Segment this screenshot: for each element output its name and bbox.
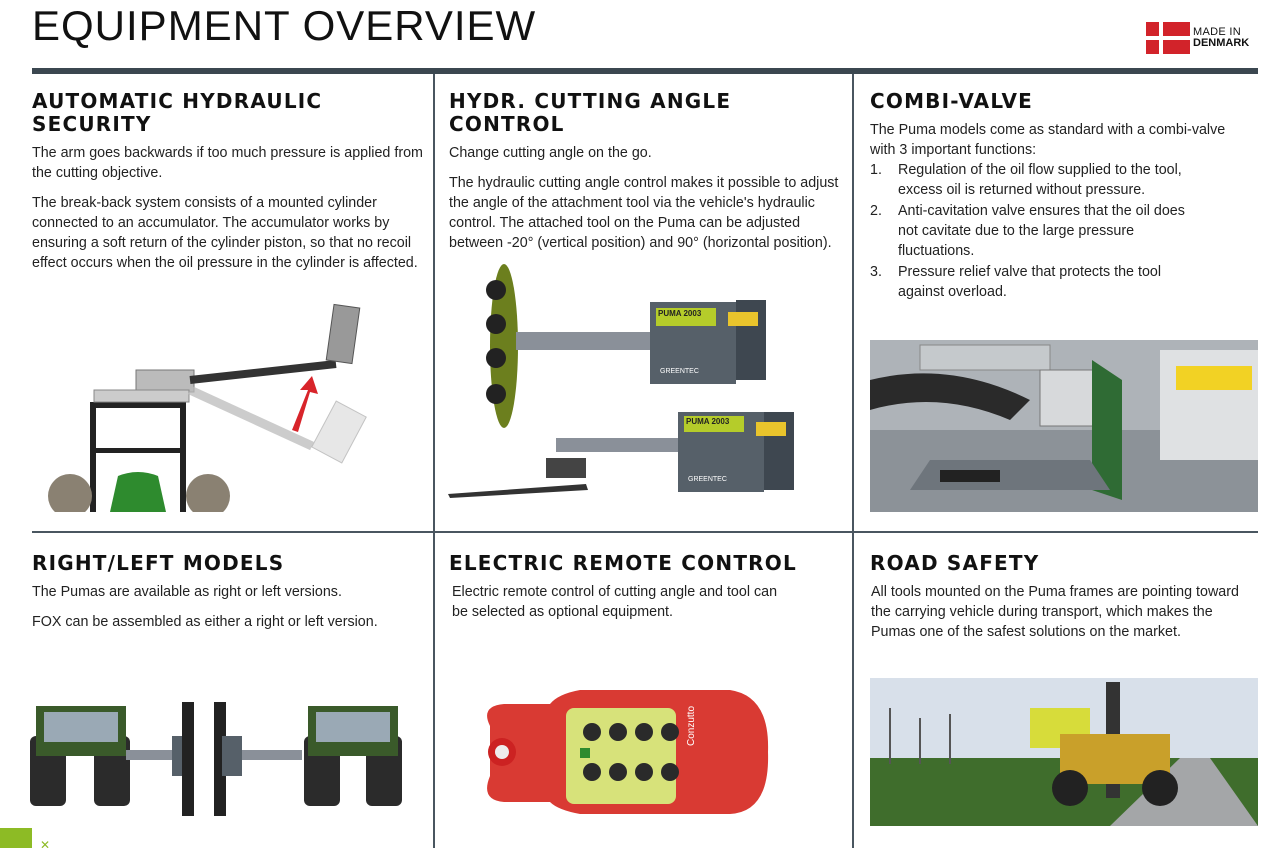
road-safety-image (870, 678, 1258, 826)
section-title: AUTOMATIC HYDRAULIC SECURITY (32, 89, 323, 136)
combi-valve-functions-list (870, 160, 1190, 302)
denmark-label: DENMARK (1193, 37, 1250, 49)
section-hydraulic-security (32, 90, 424, 273)
section-combi-valve (870, 90, 1258, 302)
puma-label-bottom: PUMA 2003 (686, 417, 730, 426)
page-title: EQUIPMENT OVERVIEW (32, 2, 537, 49)
section-remote-control (449, 552, 841, 622)
section-title: COMBI-VALVE (870, 89, 1034, 113)
row-divider (32, 531, 1258, 533)
section-text: All tools mounted on the Puma frames are pointing toward the carrying vehicle during transport, which makes the Pumas one of the safest solutions on the market. (871, 584, 1239, 640)
combi-valve-image (870, 340, 1258, 512)
section-text: The hydraulic cutting angle control makes it possible to adjust the angle of the attachment tool via the vehicle's hydraulic control. The attached tool on the Puma can be adjusted between -20° (vertical position) and 90° (horizontal position). (449, 175, 839, 251)
section-text: Electric remote control of cutting angle and tool can be selected as optional equipment. (452, 584, 778, 620)
remote-brand-label: Conzutto (686, 705, 697, 746)
brand-label-bottom: GREENTEC (688, 476, 727, 483)
made-in-label: MADE IN (1193, 26, 1241, 38)
danish-flag-icon (1146, 22, 1190, 54)
section-text: The arm goes backwards if too much pressure is applied from the cutting objective. (32, 145, 423, 181)
section-text: The Puma models come as standard with a combi-valve with 3 important functions: (870, 122, 1226, 158)
puma-label-top: PUMA 2003 (658, 309, 702, 318)
section-title: RIGHT/LEFT MODELS (32, 551, 285, 575)
header-rule (32, 68, 1258, 74)
section-title: HYDR. CUTTING ANGLE CONTROL (449, 89, 732, 136)
section-text: FOX can be assembled as either a right or left version. (32, 614, 378, 630)
right-left-models-image (16, 696, 416, 822)
page-corner-tab (0, 828, 32, 848)
column-divider (433, 74, 435, 848)
brand-label-top: GREENTEC (660, 368, 699, 375)
list-item: 1. Regulation of the oil flow supplied to the tool, excess oil is returned without pressure. (870, 162, 1182, 198)
remote-control-image (480, 686, 772, 818)
section-title: ROAD SAFETY (870, 551, 1040, 575)
list-item: 3. Pressure relief valve that protects the tool against overload. (870, 264, 1162, 300)
list-item: 2. Anti-cavitation valve ensures that the oil does not cavitate due to the large pressure fluctuations. (870, 203, 1185, 259)
section-road-safety (870, 552, 1258, 642)
made-in-denmark-badge (1146, 22, 1249, 54)
section-text: The Pumas are available as right or left versions. (32, 584, 342, 600)
section-cutting-angle (449, 90, 841, 253)
leaf-icon: ✕ (40, 838, 51, 848)
cutting-angle-image (446, 262, 846, 502)
section-text: Change cutting angle on the go. (449, 145, 652, 161)
section-right-left (32, 552, 424, 632)
break-back-system-image (40, 298, 420, 512)
column-divider (852, 74, 854, 848)
section-text: The break-back system consists of a mounted cylinder connected to an accumulator. The accumulator works by ensuring a soft return of the cylinder piston, so that no recoil effect occurs when the oil pressure in the cylinder is affected. (32, 195, 418, 271)
section-title: ELECTRIC REMOTE CONTROL (449, 551, 797, 575)
